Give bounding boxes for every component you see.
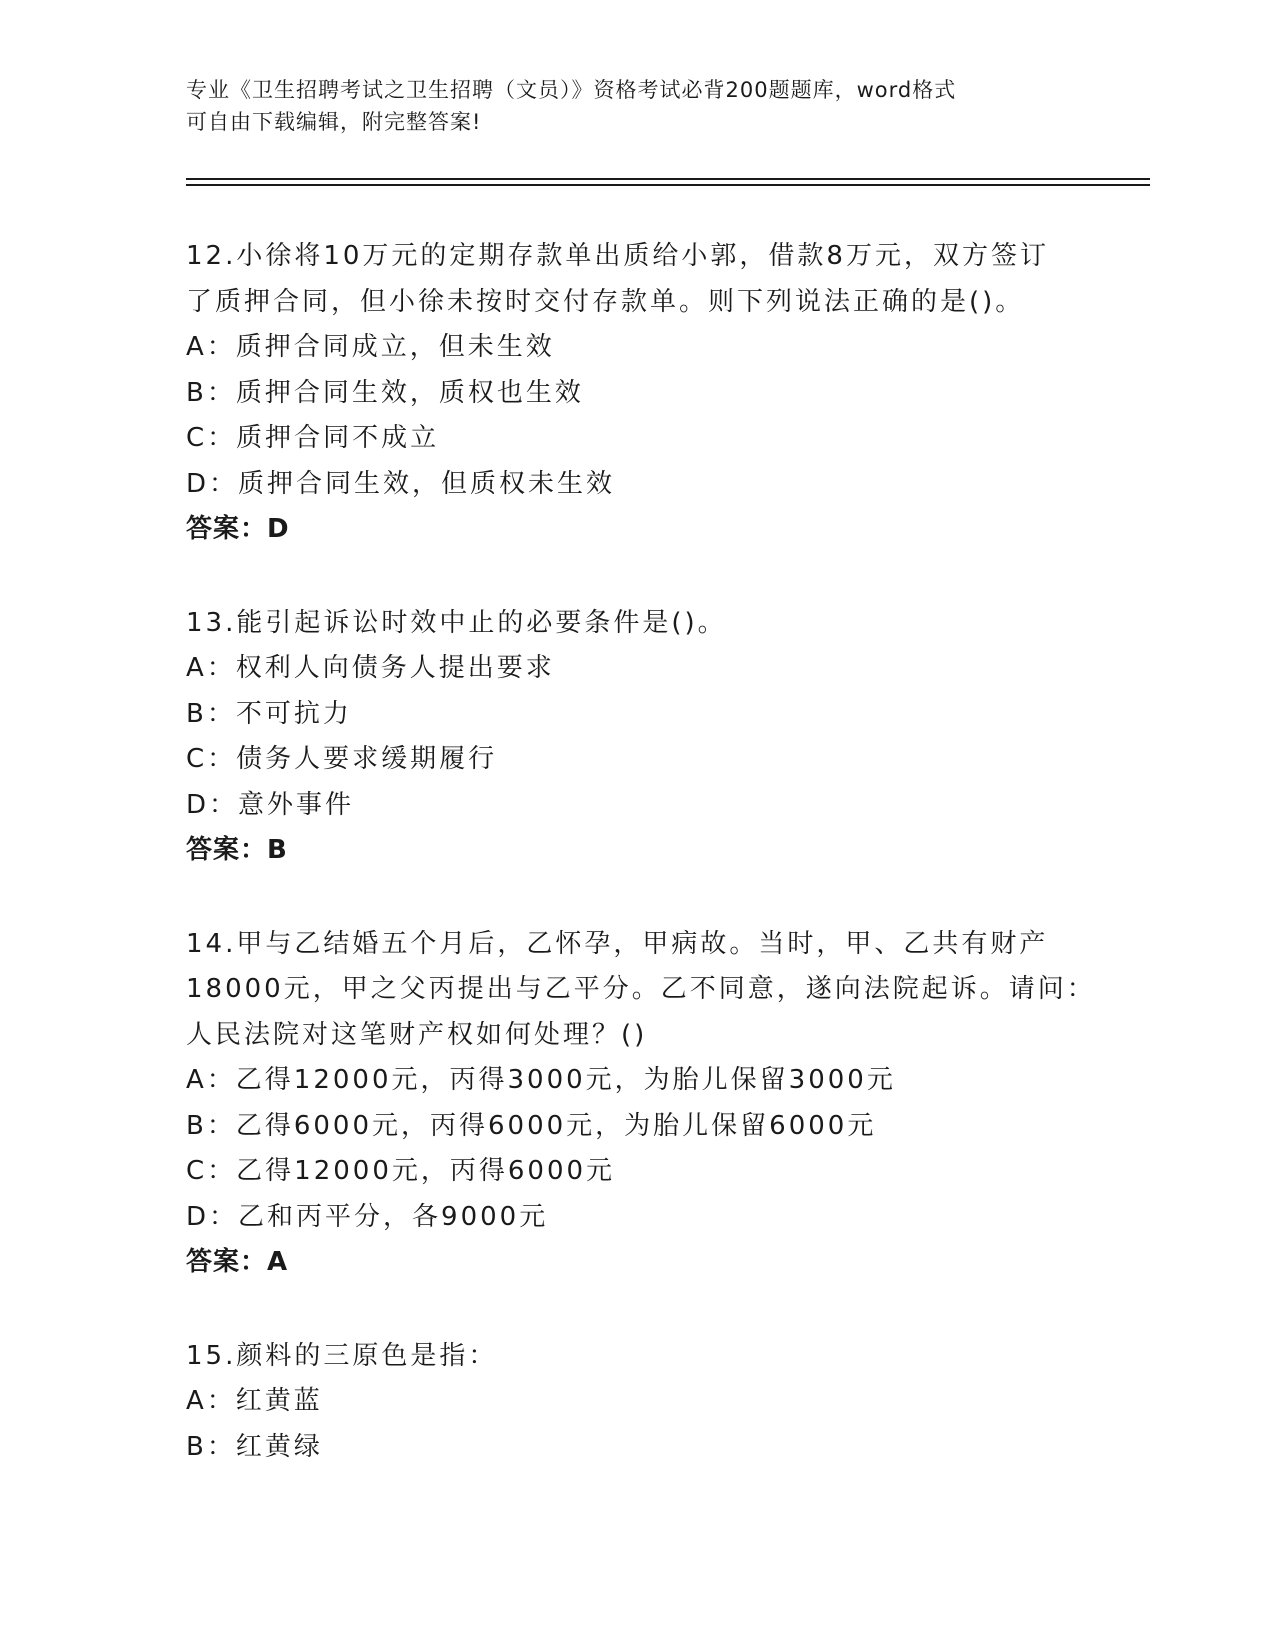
answer-label: 答案：B (186, 835, 288, 865)
question-stem-line: 15.颜料的三原色是指： (186, 1340, 498, 1371)
option-d: D：意外事件 (186, 789, 355, 820)
option-b: B：红黄绿 (186, 1431, 323, 1462)
document-header (186, 74, 1086, 138)
option-c: C：债务人要求缓期履行 (186, 744, 498, 774)
option-a: A：红黄蓝 (186, 1386, 323, 1416)
question-stem-line: 18000元，甲之父丙提出与乙平分。乙不同意，遂向法院起诉。请问： (186, 974, 1096, 1004)
question-stem-line: 14.甲与乙结婚五个月后，乙怀孕，甲病故。当时，甲、乙共有财产 (186, 928, 1049, 959)
option-c: C：质押合同不成立 (186, 423, 440, 453)
option-b: B：质押合同生效，质权也生效 (186, 377, 584, 408)
option-a: A：权利人向债务人提出要求 (186, 653, 555, 683)
question-12 (186, 234, 1086, 553)
question-15 (186, 1334, 1086, 1471)
answer-label: 答案：A (186, 1247, 289, 1277)
question-14 (186, 922, 1096, 1286)
answer-label: 答案：D (186, 514, 290, 544)
header-divider-bottom (186, 184, 1150, 186)
option-d: D：质押合同生效，但质权未生效 (186, 468, 616, 499)
question-list (186, 234, 1096, 1518)
option-b: B：乙得6000元，丙得6000元，为胎儿保留6000元 (186, 1110, 877, 1141)
question-stem-line: 了质押合同，但小徐未按时交付存款单。则下列说法正确的是()。 (186, 286, 1025, 317)
question-stem-line: 12.小徐将10万元的定期存款单出质给小郭，借款8万元，双方签订 (186, 241, 1049, 271)
option-b: B：不可抗力 (186, 698, 352, 729)
question-13 (186, 601, 1086, 874)
option-a: A：乙得12000元，丙得3000元，为胎儿保留3000元 (186, 1065, 896, 1095)
header-line-1: 专业《卫生招聘考试之卫生招聘（文员）》资格考试必背200题题库，word格式 (186, 78, 957, 102)
option-c: C：乙得12000元，丙得6000元 (186, 1156, 616, 1186)
option-d: D：乙和丙平分，各9000元 (186, 1201, 549, 1232)
header-line-2: 可自由下载编辑，附完整答案! (186, 110, 482, 134)
question-stem-line: 13.能引起诉讼时效中止的必要条件是()。 (186, 607, 727, 638)
question-stem-line: 人民法院对这笔财产权如何处理？() (186, 1019, 648, 1050)
header-divider-top (186, 178, 1150, 180)
option-a: A：质押合同成立，但未生效 (186, 332, 555, 362)
